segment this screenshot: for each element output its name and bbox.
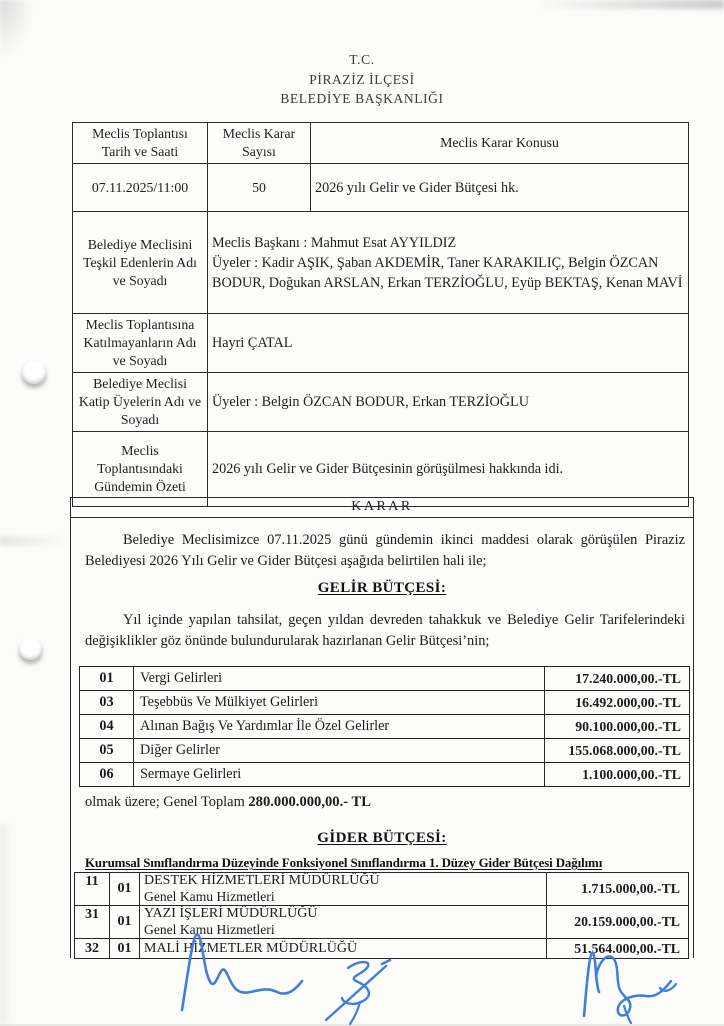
gelir-name: Alınan Bağış Ve Yardımlar İle Özel Gelirler bbox=[134, 715, 545, 739]
clerks-value: Üyeler : Belgin ÖZCAN BODUR, Erkan TERZİOĞLU bbox=[208, 373, 689, 432]
gider-amount: 1.715.000,00.-TL bbox=[547, 873, 689, 906]
scan-smudge bbox=[0, 824, 14, 1024]
gider-code2: 01 bbox=[110, 939, 140, 959]
letterhead-line-municipality: BELEDİYE BAŞKANLIĞI bbox=[280, 91, 444, 106]
gider-dept-sub: Genel Kamu Hizmetleri bbox=[144, 922, 275, 937]
karar-title: KARAR bbox=[70, 497, 694, 518]
gider-amount: 51.564.000,00.-TL bbox=[547, 939, 689, 959]
gelir-name: Sermaye Gelirleri bbox=[134, 763, 545, 787]
header-meeting-date: Meclis Toplantısı Tarih ve Saati bbox=[73, 123, 208, 164]
decision-info-table bbox=[72, 122, 689, 507]
signature-icon bbox=[175, 928, 307, 1016]
gider-amount: 20.159.000,00.-TL bbox=[547, 906, 689, 939]
header-decision-number: Meclis Karar Sayısı bbox=[208, 123, 311, 164]
table-row bbox=[80, 715, 690, 739]
gelir-code: 06 bbox=[80, 763, 134, 787]
decision-subject-value: 2026 yılı Gelir ve Gider Bütçesi hk. bbox=[311, 164, 689, 212]
letterhead-line-district: PİRAZİZ İLÇESİ bbox=[309, 71, 415, 87]
gelir-name: Diğer Gelirler bbox=[134, 739, 545, 763]
absent-label: Meclis Toplantısına Katılmayanların Adı ve Soyadı bbox=[73, 314, 208, 373]
scan-smudge bbox=[534, 0, 724, 9]
agenda-label: Meclis Toplantısındaki Gündemin Özeti bbox=[73, 432, 208, 507]
members-chairman: Meclis Başkanı : Mahmut Esat AYYILDIZ bbox=[212, 234, 457, 251]
scan-smudge bbox=[0, 536, 70, 546]
gelir-code: 01 bbox=[80, 667, 134, 691]
decision-paragraph-text: Belediye Meclisimizce 07.11.2025 günü gündemin ikinci maddesi olarak görüşülen Piraziz Belediyesi 2026 Yılı Gelir ve Gider Bütçesi aşağıda belirtilen hali ile; bbox=[85, 532, 685, 569]
table-row bbox=[80, 691, 690, 715]
table-row bbox=[75, 873, 689, 906]
table-row bbox=[80, 739, 690, 763]
gelir-code: 05 bbox=[80, 739, 134, 763]
table-row bbox=[75, 906, 689, 939]
gider-name-cell bbox=[140, 873, 547, 906]
clerks-label: Belediye Meclisi Katip Üyelerin Adı ve Soyadı bbox=[73, 373, 208, 432]
table-row bbox=[80, 763, 690, 787]
gelir-amount: 16.492.000,00.-TL bbox=[545, 691, 690, 715]
absent-value: Hayri ÇATAL bbox=[208, 314, 689, 373]
signature-right bbox=[574, 946, 682, 1024]
gider-code1: 11 bbox=[75, 873, 110, 906]
gelir-amount: 155.068.000,00.-TL bbox=[545, 739, 690, 763]
signature-icon bbox=[316, 956, 400, 1026]
gider-dept-name: DESTEK HİZMETLERİ MÜDÜRLÜĞÜ bbox=[144, 873, 380, 888]
gider-code2: 01 bbox=[110, 873, 140, 906]
gelir-intro-paragraph bbox=[85, 610, 685, 652]
gider-code2: 01 bbox=[110, 906, 140, 939]
gider-code1: 31 bbox=[75, 906, 110, 939]
table-row bbox=[80, 667, 690, 691]
gider-dept-sub: Genel Kamu Hizmetleri bbox=[144, 889, 275, 904]
letterhead bbox=[0, 50, 724, 109]
gelir-intro-text: Yıl içinde yapılan tahsilat, geçen yıldan devreden tahakkuk ve Belediye Gelir Tarifelerindeki değişiklikler göz önünde bulundurularak hazırlanan Gelir Bütçesi’nin; bbox=[85, 612, 685, 649]
members-list: Üyeler : Kadir AŞIK, Şaban AKDEMİR, Taner KARAKILIÇ, Belgin ÖZCAN BODUR, Doğukan ARSLAN, Erkan TERZİOĞLU, Eyüp BEKTAŞ, Kenan MAVİ bbox=[212, 254, 683, 291]
decision-number-value: 50 bbox=[208, 164, 311, 212]
gelir-name: Vergi Gelirleri bbox=[134, 667, 545, 691]
punch-hole-icon bbox=[19, 637, 42, 660]
gelir-name: Teşebbüs Ve Mülkiyet Gelirleri bbox=[134, 691, 545, 715]
gider-subheading: Kurumsal Sınıflandırma Düzeyinde Fonksiyonel Sınıflandırma 1. Düzey Gider Bütçesi Dağılımı bbox=[85, 856, 603, 870]
members-value bbox=[208, 212, 689, 314]
gelir-table bbox=[79, 666, 690, 787]
gider-heading: GİDER BÜTÇESİ: bbox=[317, 830, 447, 846]
decision-body bbox=[70, 518, 694, 958]
header-decision-subject: Meclis Karar Konusu bbox=[311, 123, 689, 164]
decision-paragraph bbox=[85, 530, 685, 572]
gider-code1: 32 bbox=[75, 939, 110, 959]
signature-middle bbox=[316, 956, 400, 1026]
meeting-date-value: 07.11.2025/11:00 bbox=[73, 164, 208, 212]
members-label: Belediye Meclisini Teşkil Edenlerin Adı ve Soyadı bbox=[73, 212, 208, 314]
letterhead-line-tc: T.C. bbox=[349, 52, 375, 67]
gelir-amount: 17.240.000,00.-TL bbox=[545, 667, 690, 691]
gider-dept-name: MALİ HİZMETLER MÜDÜRLÜĞÜ bbox=[144, 940, 358, 956]
gider-dept-name: YAZI İŞLERİ MÜDÜRLÜĞÜ bbox=[144, 906, 318, 921]
signature-left bbox=[175, 928, 307, 1016]
gelir-heading: GELİR BÜTÇESİ: bbox=[317, 580, 447, 596]
signature-icon bbox=[574, 946, 682, 1024]
gelir-amount: 1.100.000,00.-TL bbox=[545, 763, 690, 787]
gelir-code: 04 bbox=[80, 715, 134, 739]
agenda-value: 2026 yılı Gelir ve Gider Bütçesinin görüşülmesi hakkında idi. bbox=[208, 432, 689, 507]
punch-hole-icon bbox=[22, 360, 46, 384]
gelir-code: 03 bbox=[80, 691, 134, 715]
grand-total-prefix: olmak üzere; Genel Toplam bbox=[85, 794, 249, 810]
grand-total-line bbox=[85, 794, 371, 811]
grand-total-amount: 280.000.000,00.- TL bbox=[248, 794, 371, 810]
gelir-amount: 90.100.000,00.-TL bbox=[545, 715, 690, 739]
